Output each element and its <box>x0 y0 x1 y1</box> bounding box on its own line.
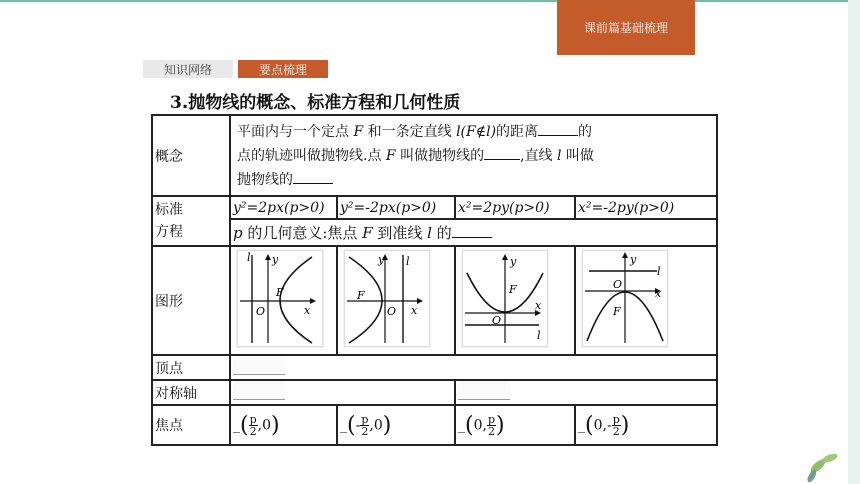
section-heading <box>170 88 460 113</box>
label-l: l <box>657 265 661 278</box>
label-y: y <box>630 253 637 266</box>
axis-answer-x <box>230 380 455 405</box>
label-symmetry-axis: 对称轴 <box>152 380 230 405</box>
blank-p-meaning[interactable] <box>452 223 492 238</box>
concept-text-8: 叫做 <box>561 147 594 164</box>
focus-1: _( $\frac{p}{2}$ ,0) <box>230 405 337 445</box>
label-focus: 焦点 <box>152 405 230 445</box>
label-x: x <box>411 304 418 317</box>
focus-3: _(0, $\frac{p}{2}$ ) <box>455 405 575 445</box>
meaning-p: p <box>233 224 243 242</box>
concept-text-5: 点的轨迹叫做抛物线.点 <box>237 147 386 164</box>
label-F: F <box>509 283 517 296</box>
vertex-answer <box>230 355 717 380</box>
blank-axis-1[interactable] <box>233 381 285 400</box>
concept-l: l <box>556 147 562 164</box>
label-O: O <box>613 278 623 291</box>
concept-F: F <box>353 123 364 140</box>
label-concept: 概念 <box>152 115 230 196</box>
graph-up-opening <box>462 250 548 347</box>
graph-cell-1 <box>230 246 337 355</box>
blank-axis-2[interactable] <box>458 381 510 400</box>
blank-distance[interactable] <box>538 121 578 136</box>
label-x: x <box>655 287 662 300</box>
label-l: l <box>537 329 541 342</box>
tab-key-points[interactable]: 要点梳理 <box>238 60 328 78</box>
label-standard-equation <box>152 196 230 246</box>
p-meaning <box>230 219 717 246</box>
equation-3: x²=2py(p>0) <box>455 196 575 219</box>
leaf-decoration <box>800 440 846 484</box>
frac-4: $\frac{p}{2}$ <box>612 412 620 438</box>
row-concept <box>152 115 717 196</box>
meaning-text-1: 的几何意义:焦点 <box>242 224 363 242</box>
label-vertex: 顶点 <box>152 355 230 380</box>
concept-F-2: F <box>385 147 396 164</box>
label-standard-b: 方程 <box>155 224 183 240</box>
label-x: x <box>304 304 311 317</box>
graph-left-opening <box>344 250 430 347</box>
label-F: F <box>276 286 284 299</box>
concept-text-9: 抛物线的 <box>237 171 293 188</box>
blank-focus-name[interactable] <box>484 145 520 160</box>
graph-right-opening <box>237 250 323 347</box>
axis-answer-y <box>455 380 717 405</box>
graph-cell-3 <box>455 246 575 355</box>
label-F: F <box>613 305 621 318</box>
meaning-text-2: 到准线 <box>372 224 428 242</box>
concept-text-3: 的距离 <box>496 123 539 140</box>
top-border <box>0 0 848 2</box>
frac-2: $\frac{p}{2}$ <box>361 412 369 438</box>
graph-cell-4 <box>575 246 717 355</box>
blank-directrix-name[interactable] <box>293 169 333 184</box>
focus-4: _(0,- $\frac{p}{2}$ ) <box>575 405 717 445</box>
label-F: F <box>357 289 365 302</box>
meaning-F: F <box>362 224 373 242</box>
label-x: x <box>535 299 542 312</box>
label-y: y <box>272 253 279 266</box>
label-l: l <box>406 255 410 268</box>
row-focus <box>152 405 717 445</box>
meaning-l: l <box>427 224 432 242</box>
concept-text-6: 叫做抛物线的 <box>395 147 485 164</box>
concept-text-2: 和一条定直线 <box>363 123 457 140</box>
concept-l-expr: l(F∉l) <box>456 123 497 140</box>
row-equations <box>152 196 717 219</box>
label-O: O <box>492 314 502 327</box>
right-rail <box>848 0 860 484</box>
label-y: y <box>510 255 517 268</box>
concept-text-7: ,直线 <box>520 147 557 164</box>
blank-vertex[interactable] <box>233 356 285 375</box>
row-axis <box>152 380 717 405</box>
row-graphs <box>152 246 717 355</box>
frac-1: $\frac{p}{2}$ <box>249 412 257 438</box>
row-p-meaning <box>152 219 717 246</box>
frac-3: $\frac{p}{2}$ <box>487 412 495 438</box>
tab-knowledge-network[interactable]: 知识网络 <box>143 60 233 78</box>
concept-definition <box>230 115 717 196</box>
row-vertex <box>152 355 717 380</box>
graph-down-opening <box>582 250 668 347</box>
heading-text: .抛物线的概念、标准方程和几何性质 <box>181 93 461 113</box>
label-y: y <box>378 253 385 266</box>
label-standard-a: 标准 <box>155 202 183 218</box>
parabola-table <box>151 114 718 446</box>
section-tag: 课前篇基础梳理 <box>557 0 695 55</box>
label-O: O <box>256 305 266 318</box>
concept-text-4: 的 <box>578 123 593 140</box>
equation-2: y²=-2px(p>0) <box>337 196 455 219</box>
heading-number: 3 <box>170 93 182 113</box>
focus-2: _(- $\frac{p}{2}$ ,0) <box>337 405 455 445</box>
meaning-text-3: 的 <box>431 224 452 242</box>
equation-4: x²=-2py(p>0) <box>575 196 717 219</box>
label-l: l <box>247 251 251 264</box>
equation-1: y²=2px(p>0) <box>230 196 337 219</box>
graph-cell-2 <box>337 246 455 355</box>
label-O: O <box>387 305 397 318</box>
concept-text-1: 平面内与一个定点 <box>237 123 354 140</box>
label-graph: 图形 <box>152 246 230 355</box>
